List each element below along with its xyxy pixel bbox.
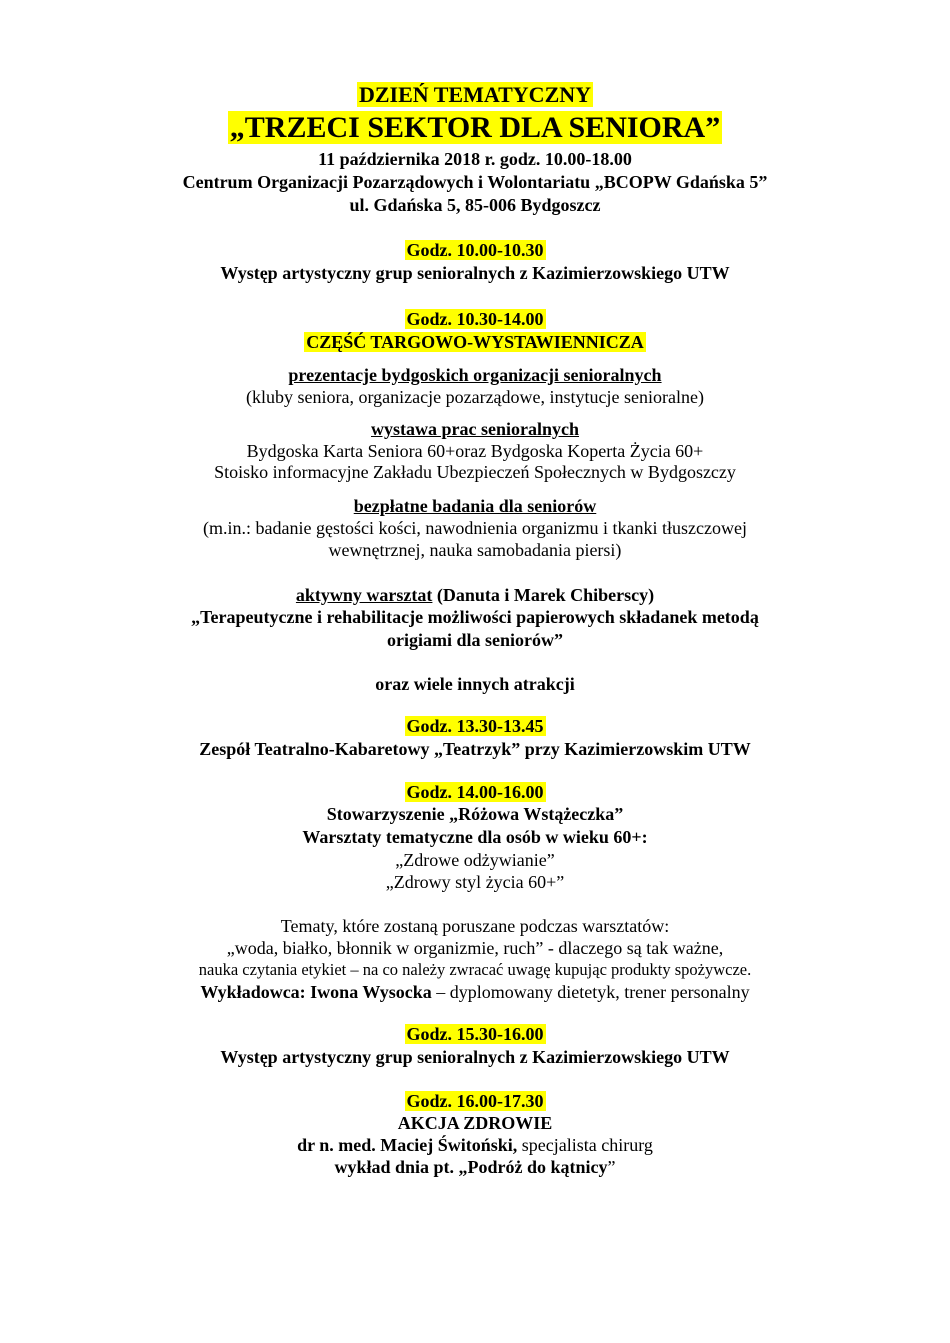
workshop-topic: „Zdrowe odżywianie” <box>395 850 555 870</box>
organization-name: Stowarzyszenie „Różowa Wstążeczka” <box>326 804 624 824</box>
lecturer-description: – dyplomowany dietetyk, trener personalny <box>431 982 750 1002</box>
lecture-quote-end: ” <box>607 1157 616 1177</box>
time-badge: Godz. 16.00-17.30 <box>406 1091 544 1111</box>
doctor-line <box>0 1136 950 1156</box>
themes-intro: Tematy, które zostaną poruszane podczas warsztatów: <box>280 916 670 936</box>
time-badge: Godz. 14.00-16.00 <box>406 782 544 802</box>
time-slot-3 <box>0 717 950 737</box>
title-line <box>0 83 950 107</box>
slot-1-description: Występ artystyczny grup senioralnych z Kazimierzowskiego UTW <box>220 263 730 283</box>
time-badge: Godz. 10.00-10.30 <box>406 240 544 260</box>
doctor-name: dr n. med. Maciej Świtoński, <box>297 1135 518 1155</box>
more-attractions: oraz wiele innych atrakcji <box>375 674 575 694</box>
time-badge: Godz. 15.30-16.00 <box>406 1024 544 1044</box>
time-slot-2 <box>0 310 950 330</box>
section-heading: CZĘŚĆ TARGOWO-WYSTAWIENNICZA <box>306 332 644 352</box>
page-title: DZIEŃ TEMATYCZNY <box>358 82 592 107</box>
workshop-topic: origiami dla seniorów” <box>387 630 563 650</box>
workshops-heading: Warsztaty tematyczne dla osób w wieku 60+: <box>302 827 648 847</box>
item-description: (kluby seniora, organizacje pozarządowe, instytucje senioralne) <box>246 387 704 407</box>
lecture-line <box>0 1158 950 1178</box>
page-subtitle: „TRZECI SEKTOR DLA SENIORA” <box>229 111 721 144</box>
slot-5-description: Występ artystyczny grup senioralnych z Kazimierzowskiego UTW <box>220 1047 730 1067</box>
time-slot-4 <box>0 783 950 803</box>
time-badge: Godz. 10.30-14.00 <box>406 309 544 329</box>
lecture-title: wykład dnia pt. „Podróż do kątnicy <box>334 1157 608 1177</box>
workshop-topic: „Terapeutyczne i rehabilitacje możliwości papierowych składanek metodą <box>191 607 759 627</box>
item-description: wewnętrznej, nauka samobadania piersi) <box>328 540 622 560</box>
item-title: wystawa prac senioralnych <box>371 419 579 439</box>
workshop-topic: „Zdrowy styl życia 60+” <box>385 872 565 892</box>
time-slot-5 <box>0 1025 950 1045</box>
workshop-title-line <box>0 586 950 606</box>
time-slot-1 <box>0 241 950 261</box>
slot-3-description: Zespół Teatralno-Kabaretowy „Teatrzyk” przy Kazimierzowskim UTW <box>199 739 751 759</box>
item-title: prezentacje bydgoskich organizacji senioralnych <box>288 365 662 385</box>
item-title: bezpłatne badania dla seniorów <box>353 496 597 516</box>
item-title: aktywny warsztat <box>295 585 433 605</box>
time-badge: Godz. 13.30-13.45 <box>406 716 544 736</box>
lecturer-name: Wykładowca: Iwona Wysocka <box>200 982 432 1002</box>
event-date: 11 października 2018 r. godz. 10.00-18.00 <box>318 149 632 169</box>
themes-text: nauka czytania etykiet – na co należy zwracać uwagę kupując produkty spożywcze. <box>198 960 752 979</box>
item-description: (m.in.: badanie gęstości kości, nawodnienia organizmu i tkanki tłuszczowej <box>202 518 748 538</box>
item-description: Bydgoska Karta Seniora 60+oraz Bydgoska Koperta Życia 60+ <box>246 441 704 461</box>
slot-2-heading-line <box>0 333 950 353</box>
time-slot-6 <box>0 1092 950 1112</box>
workshop-hosts: (Danuta i Marek Chiberscy) <box>432 585 655 605</box>
event-address: ul. Gdańska 5, 85-006 Bydgoszcz <box>349 195 601 215</box>
event-venue: Centrum Organizacji Pozarządowych i Wolontariatu „BCOPW Gdańska 5” <box>182 172 768 192</box>
item-description: Stoisko informacyjne Zakładu Ubezpieczeń Społecznych w Bydgoszczy <box>214 462 736 482</box>
lecturer-line <box>0 983 950 1003</box>
themes-text: „woda, białko, błonnik w organizmie, ruch” - dlaczego są tak ważne, <box>226 938 724 958</box>
doctor-role: specjalista chirurg <box>517 1135 653 1155</box>
section-heading: AKCJA ZDROWIE <box>397 1113 553 1133</box>
subtitle-line <box>0 111 950 144</box>
